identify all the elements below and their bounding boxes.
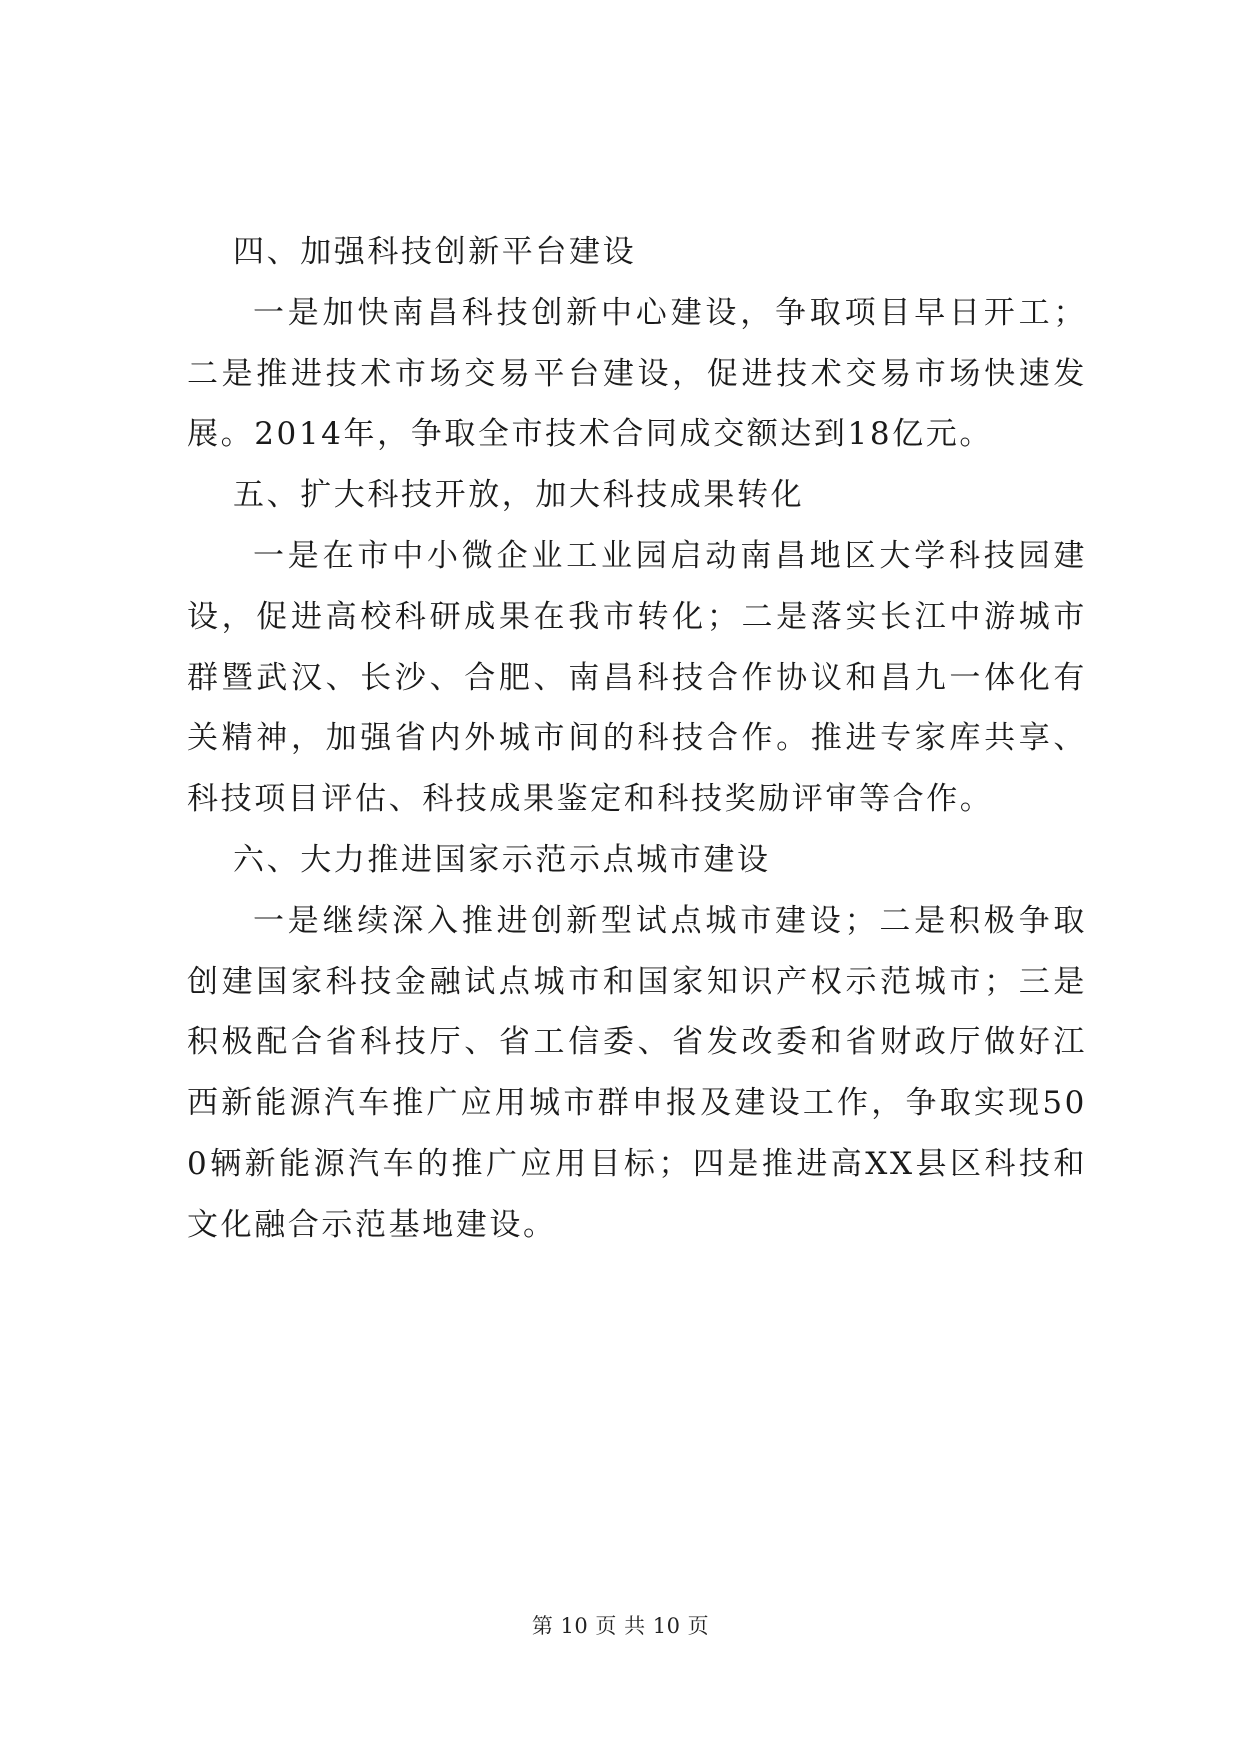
- document-body: [187, 222, 1087, 1256]
- section-body-6: 一是继续深入推进创新型试点城市建设；二是积极争取创建国家科技金融试点城市和国家知识产权示范城市；三是积极配合省科技厅、省工信委、省发改委和省财政厅做好江西新能源汽车推广应用城市群申报及建设工作，争取实现500辆新能源汽车的推广应用目标；四是推进高XX县区科技和文化融合示范基地建设。: [187, 902, 1087, 1243]
- section-body-5: 一是在市中小微企业工业园启动南昌地区大学科技园建设，促进高校科研成果在我市转化；二是落实长江中游城市群暨武汉、长沙、合肥、南昌科技合作协议和昌九一体化有关精神，加强省内外城市间的科技合作。推进专家库共享、科技项目评估、科技成果鉴定和科技奖励评审等合作。: [187, 537, 1087, 818]
- section-heading-6: 六、大力推进国家示范示点城市建设: [233, 841, 771, 878]
- page-footer: 第 10 页 共 10 页: [531, 1614, 710, 1638]
- section-heading-5: 五、扩大科技开放，加大科技成果转化: [233, 477, 805, 514]
- section-heading-4: 四、加强科技创新平台建设: [233, 234, 637, 270]
- section-body-4: 一是加快南昌科技创新中心建设，争取项目早日开工；二是推进技术市场交易平台建设，促进技术交易市场快速发展。2014年，争取全市技术合同成交额达到18亿元。: [187, 294, 1087, 453]
